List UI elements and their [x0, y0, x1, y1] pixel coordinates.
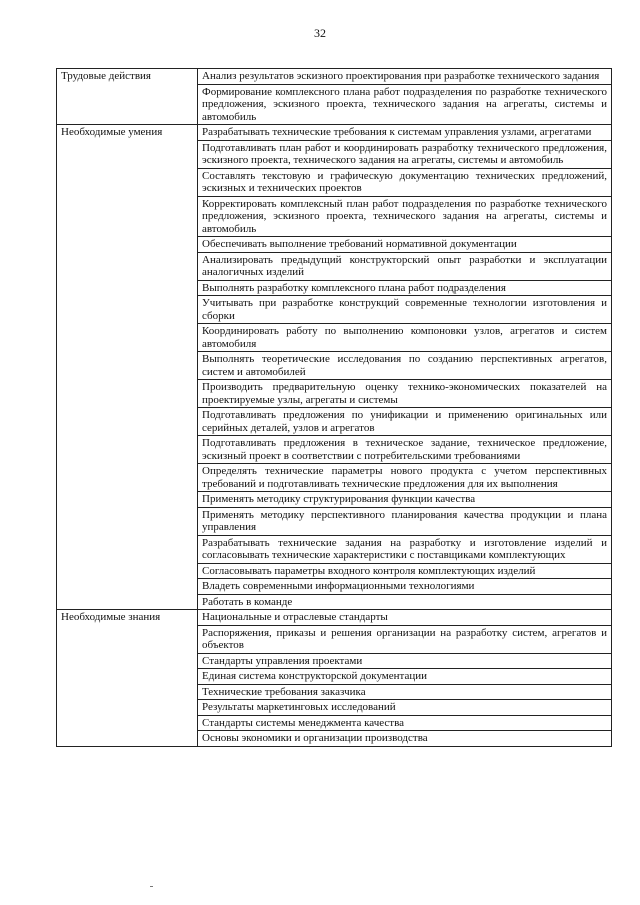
section-item: Применять методику структурирования функции качества	[198, 492, 611, 508]
specification-table	[56, 68, 612, 747]
specification-table-body	[57, 69, 612, 747]
section-items	[198, 125, 612, 610]
section-item: Распоряжения, приказы и решения организации на разработку систем, агрегатов и объектов	[198, 626, 611, 654]
section-items	[198, 610, 612, 747]
section-item: Национальные и отраслевые стандарты	[198, 610, 611, 626]
section-item: Применять методику перспективного планирования качества продукции и плана управления	[198, 508, 611, 536]
section-item: Определять технические параметры нового продукта с учетом перспективных требований и подготавливать технические предложения для их выполнения	[198, 464, 611, 492]
section-item: Разрабатывать технические задания на разработку и изготовление изделий и согласовывать технические характеристики с поставщиками комплектующих	[198, 536, 611, 564]
section-label: Необходимые умения	[57, 125, 198, 610]
section-item: Формирование комплексного плана работ подразделения по разработке технического предложения, эскизного проекта, технического задания на агрегаты, системы и автомобиль	[202, 85, 607, 123]
section-item: Подготавливать предложения в техническое задание, техническое предложение, эскизный проект в соответствии с потребительскими требованиями	[198, 436, 611, 464]
section-item: Владеть современными информационными технологиями	[198, 579, 611, 595]
section-label: Необходимые знания	[57, 610, 198, 747]
section-item: Результаты маркетинговых исследований	[198, 700, 611, 716]
section-row	[57, 610, 612, 747]
section-item: Учитывать при разработке конструкций современные технологии изготовления и сборки	[198, 296, 611, 324]
section-item: Производить предварительную оценку технико-экономических показателей на проектируемые узлы, агрегаты и системы	[198, 380, 611, 408]
section-item: Анализ результатов эскизного проектирования при разработке технического задания	[198, 69, 611, 85]
section-item: Подготавливать предложения по унификации и применению оригинальных или серийных деталей, узлов и агрегатов	[198, 408, 611, 436]
section-row	[57, 69, 612, 125]
section-item: Стандарты управления проектами	[198, 654, 611, 670]
section-item: Корректировать комплексный план работ подразделения по разработке технического предложения, эскизного проекта, технического задания на агрегаты, системы и автомобиль	[198, 197, 611, 238]
section-item: Разрабатывать технические требования к системам управления узлами, агрегатами	[198, 125, 611, 141]
section-row	[57, 125, 612, 610]
section-item: Анализировать предыдущий конструкторский опыт разработки и эксплуатации аналогичных изделий	[198, 253, 611, 281]
section-item: Технические требования заказчика	[198, 685, 611, 701]
section-label: Трудовые действия	[57, 69, 198, 125]
section-item: Стандарты системы менеджмента качества	[198, 716, 611, 732]
page-number: 32	[314, 26, 326, 40]
section-item: Составлять текстовую и графическую документацию технических предложений, эскизных и технических проектов	[198, 169, 611, 197]
section-item: Единая система конструкторской документации	[198, 669, 611, 685]
section-item: Выполнять разработку комплексного плана работ подразделения	[198, 281, 611, 297]
section-item: Выполнять теоретические исследования по созданию перспективных агрегатов, систем и автомобилей	[198, 352, 611, 380]
scan-artifact-mark	[150, 886, 153, 887]
section-item: Согласовывать параметры входного контроля комплектующих изделий	[198, 564, 611, 580]
section-item: Основы экономики и организации производства	[202, 732, 428, 744]
section-item: Обеспечивать выполнение требований нормативной документации	[198, 237, 611, 253]
section-item: Работать в команде	[202, 595, 293, 608]
section-item: Координировать работу по выполнению компоновки узлов, агрегатов и систем автомобиля	[198, 324, 611, 352]
section-items	[198, 69, 612, 125]
section-item: Подготавливать план работ и координировать разработку технического предложения, эскизного проекта, технического задания на агрегаты, системы и автомобиль	[198, 141, 611, 169]
